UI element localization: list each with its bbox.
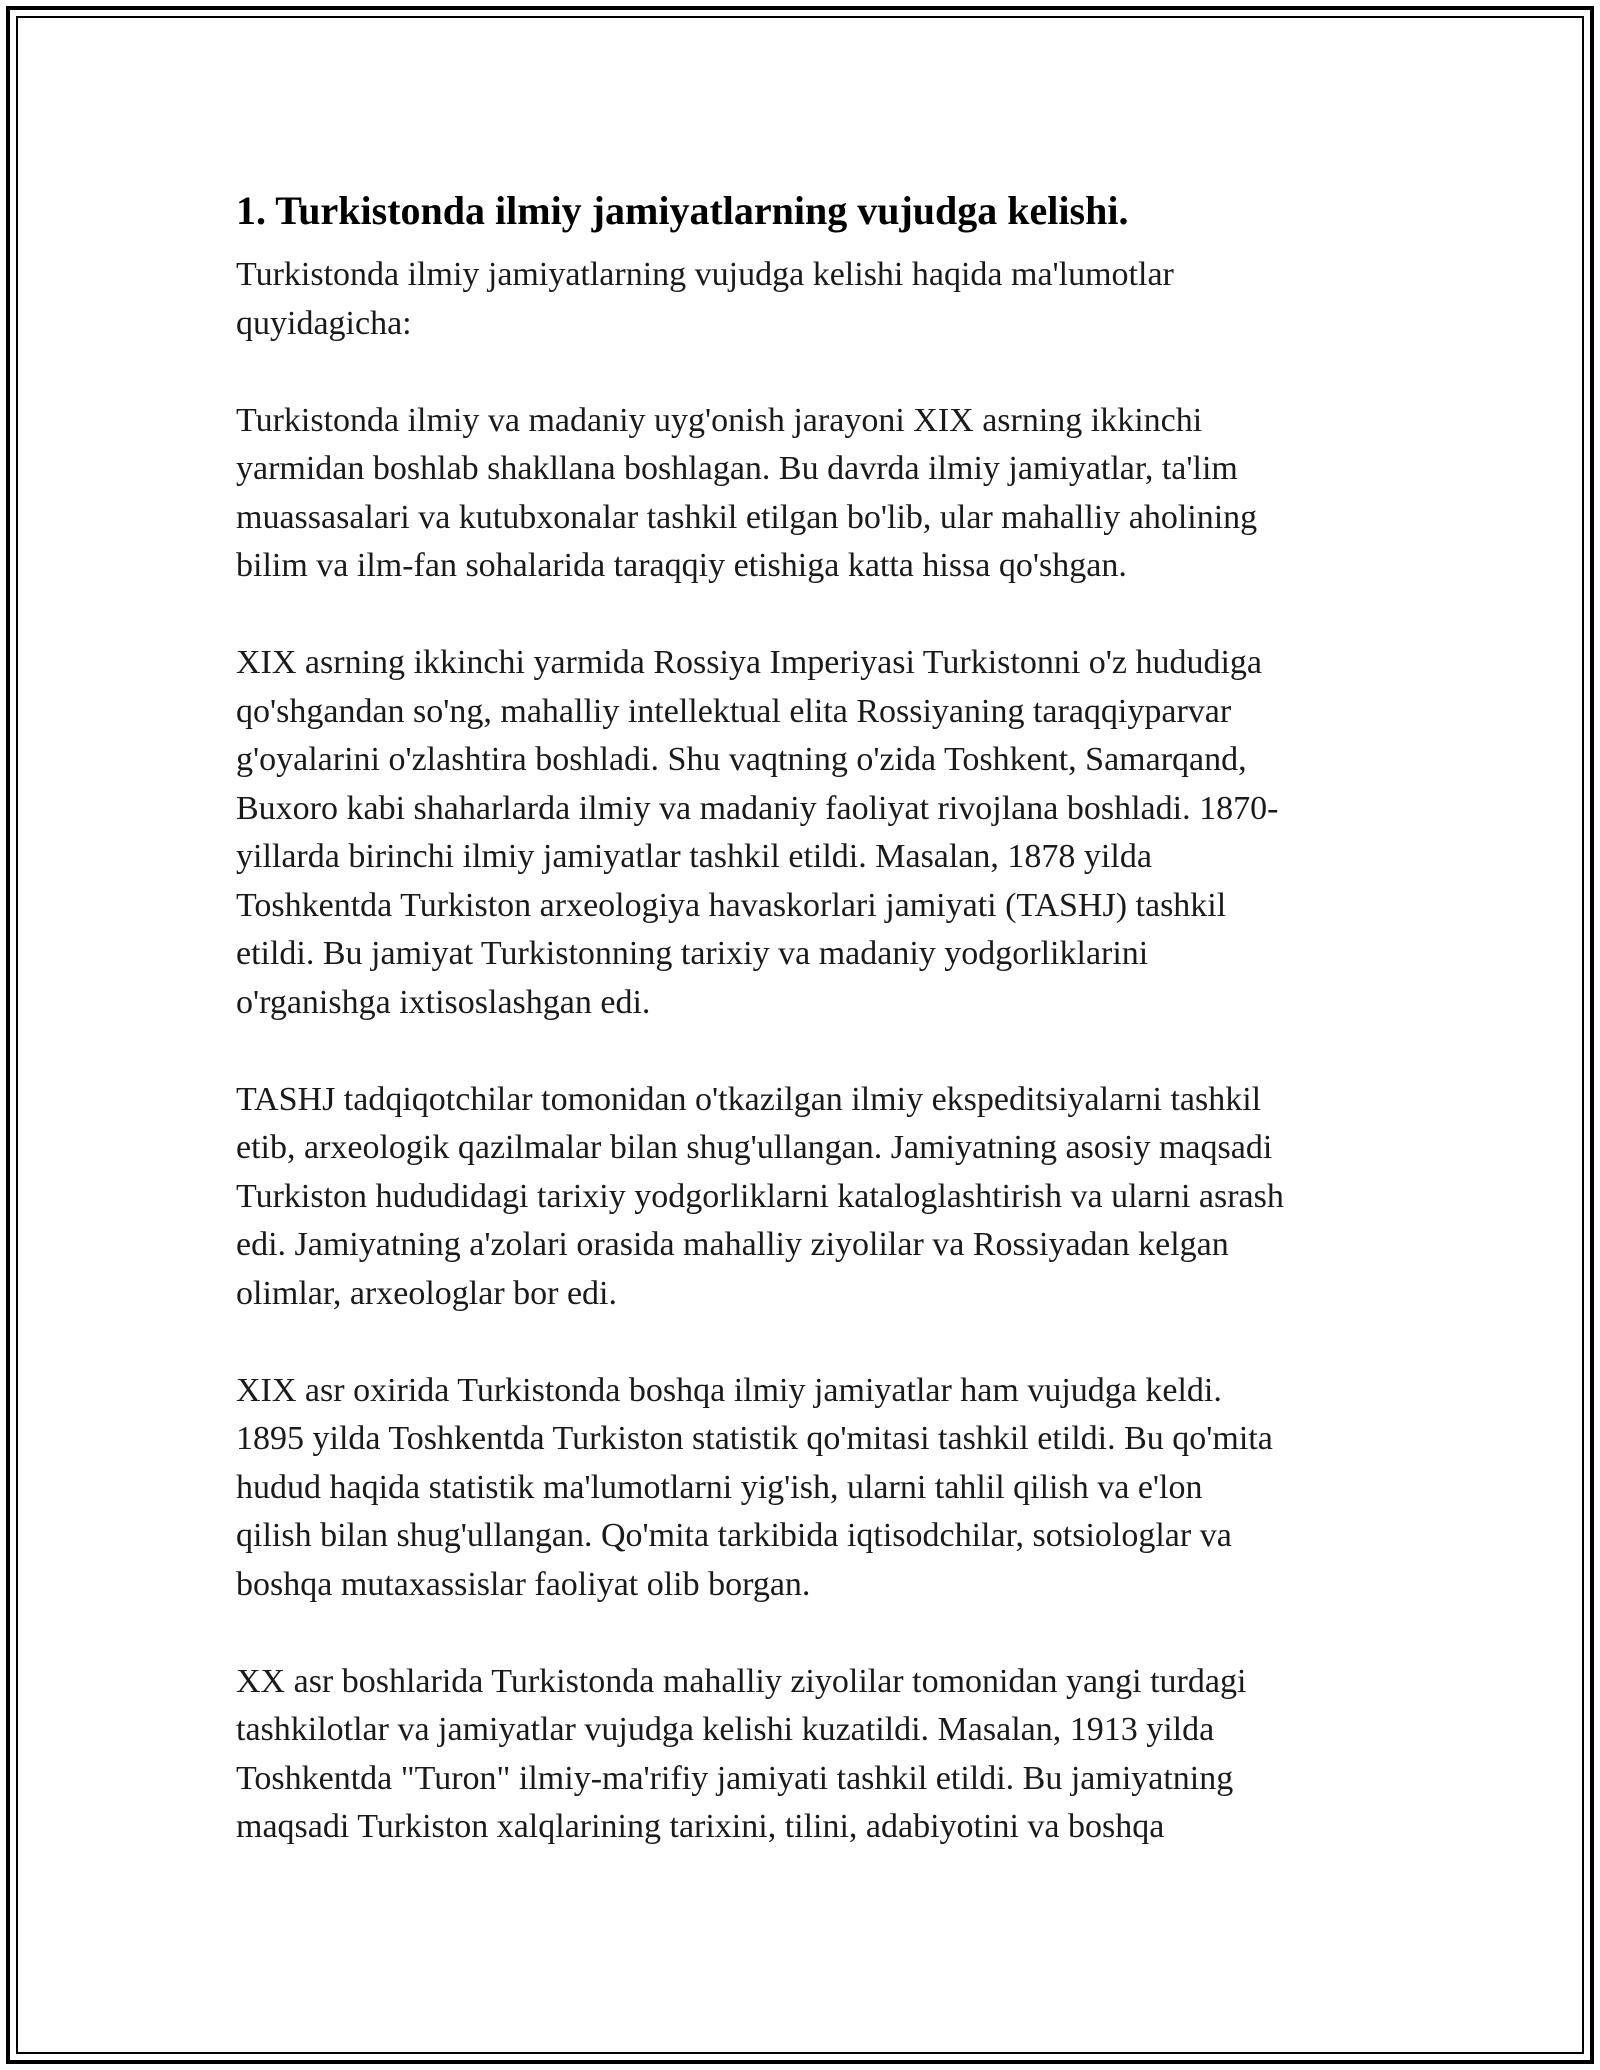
- text-line: edi. Jamiyatning a'zolari orasida mahalliy ziyolilar va Rossiyadan kelgan: [236, 1226, 1229, 1263]
- document-body: [236, 185, 1386, 1852]
- text-line: maqsadi Turkiston xalqlarining tarixini, tilini, adabiyotini va boshqa: [236, 1808, 1165, 1845]
- text-line: TASHJ tadqiqotchilar tomonidan o'tkazilgan ilmiy ekspeditsiyalarni tashkil: [236, 1080, 1262, 1118]
- paragraph-intro: [236, 251, 1386, 348]
- text-line: Turkistonda ilmiy jamiyatlarning vujudga kelishi haqida ma'lumotlar: [236, 256, 1174, 293]
- section-heading: 1. Turkistonda ilmiy jamiyatlarning vujudga kelishi.: [236, 188, 1129, 233]
- text-line: 1895 yilda Toshkentda Turkiston statistik qo'mitasi tashkil etildi. Bu qo'mita: [236, 1420, 1273, 1457]
- text-line: Toshkentda "Turon" ilmiy-ma'rifiy jamiyati tashkil etildi. Bu jamiyatning: [236, 1759, 1234, 1797]
- text-line: qilish bilan shug'ullangan. Qo'mita tarkibida iqtisodchilar, sotsiologlar va: [236, 1517, 1232, 1554]
- text-line: g'oyalarini o'zlashtira boshladi. Shu vaqtning o'zida Toshkent, Samarqand,: [236, 741, 1247, 778]
- text-line: olimlar, arxeologlar bor edi.: [236, 1274, 618, 1312]
- text-line: muassasalari va kutubxonalar tashkil etilgan bo'lib, ular mahalliy aholining: [236, 498, 1258, 536]
- text-line: XIX asr oxirida Turkistonda boshqa ilmiy jamiyatlar ham vujudga keldi.: [236, 1371, 1222, 1409]
- text-line: qo'shgandan so'ng, mahalliy intellektual elita Rossiyaning taraqqiyparvar: [236, 692, 1232, 730]
- text-line: Buxoro kabi shaharlarda ilmiy va madaniy faoliyat rivojlana boshladi. 1870-: [236, 789, 1279, 827]
- text-line: hudud haqida statistik ma'lumotlarni yig'ish, ularni tahlil qilish va e'lon: [236, 1468, 1203, 1506]
- text-line: XIX asrning ikkinchi yarmida Rossiya Imperiyasi Turkistonni o'z hududiga: [236, 644, 1263, 681]
- paragraph-statistics-committee: [236, 1367, 1386, 1610]
- text-line: quyidagicha:: [236, 304, 412, 342]
- text-line: yillarda birinchi ilmiy jamiyatlar tashkil etildi. Masalan, 1878 yilda: [236, 838, 1152, 875]
- text-line: XX asr boshlarida Turkistonda mahalliy ziyolilar tomonidan yangi turdagi: [236, 1662, 1247, 1700]
- text-line: boshqa mutaxassislar faoliyat olib borgan.: [236, 1565, 811, 1603]
- paragraph-russian-empire: [236, 639, 1386, 1027]
- text-line: Turkiston hududidagi tarixiy yodgorliklarni kataloglashtirish va ularni asrash: [236, 1177, 1284, 1215]
- text-line: Turkistonda ilmiy va madaniy uyg'onish jarayoni XIX asrning ikkinchi: [236, 401, 1203, 439]
- paragraph-awakening: [236, 397, 1386, 591]
- paragraph-tashj: [236, 1076, 1386, 1319]
- text-line: yarmidan boshlab shakllana boshlagan. Bu davrda ilmiy jamiyatlar, ta'lim: [236, 450, 1238, 487]
- text-line: bilim va ilm-fan sohalarida taraqqiy etishiga katta hissa qo'shgan.: [236, 547, 1127, 584]
- text-line: tashkilotlar va jamiyatlar vujudga kelishi kuzatildi. Masalan, 1913 yilda: [236, 1711, 1215, 1748]
- text-line: etib, arxeologik qazilmalar bilan shug'ullangan. Jamiyatning asosiy maqsadi: [236, 1129, 1273, 1166]
- text-line: o'rganishga ixtisoslashgan edi.: [236, 983, 651, 1021]
- text-line: etildi. Bu jamiyat Turkistonning tarixiy va madaniy yodgorliklarini: [236, 935, 1149, 972]
- text-line: Toshkentda Turkiston arxeologiya havaskorlari jamiyati (TASHJ) tashkil: [236, 886, 1227, 924]
- paragraph-turon-society: [236, 1658, 1386, 1852]
